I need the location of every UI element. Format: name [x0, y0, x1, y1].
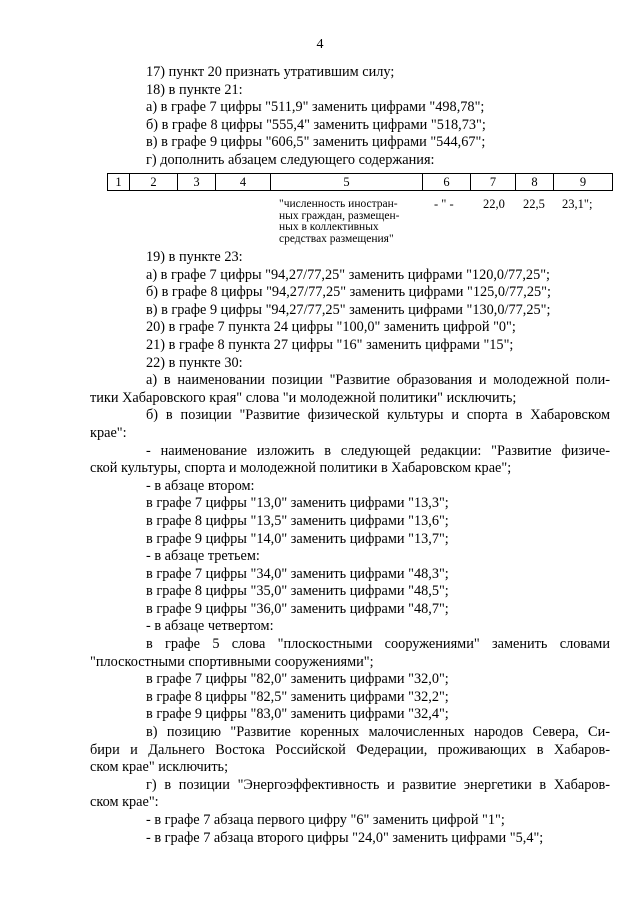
table-header-cell: 1	[108, 174, 130, 191]
text-line: в графе 7 цифры "13,0" заменить цифрами "13,3";	[146, 495, 449, 512]
text-line: в) в графе 9 цифры "94,27/77,25" заменить цифрами "130,0/77,25";	[146, 301, 551, 318]
text-line: в графе 9 цифры "36,0" заменить цифрами "48,7";	[146, 600, 449, 617]
text-line: а) в графе 7 цифры "94,27/77,25" заменить цифрами "120,0/77,25";	[146, 266, 551, 283]
text-line: "численность иностран-	[279, 198, 398, 210]
table-header-cell: 9	[554, 174, 613, 191]
text-line: в) позицию "Развитие коренных малочисленных народов Севера, Си-	[146, 724, 610, 741]
text-line: ской культуры, спорта и молодежной политики в Хабаровском крае";	[90, 460, 512, 477]
page-number: 4	[316, 37, 324, 52]
text-line: ных граждан, размещен-	[279, 209, 400, 222]
body-paragraphs	[90, 249, 610, 847]
text-line: 20) в графе 7 пункта 24 цифры "100,0" заменить цифрой "0";	[146, 319, 516, 336]
text-line: 21) в графе 8 пункта 27 цифры "16" заменить цифрами "15";	[146, 336, 514, 353]
text-line: 19) в пункте 23:	[146, 249, 243, 265]
text-line: - в абзаце четвертом:	[146, 618, 274, 635]
text-line: - в графе 7 абзаца первого цифру "6" заменить цифрой "1";	[146, 812, 505, 828]
table-header-cell: 5	[271, 174, 423, 191]
text-line: 18) в пункте 21:	[146, 81, 243, 98]
text-line: в графе 8 цифры "13,5" заменить цифрами "13,6";	[146, 512, 449, 529]
row-col6: - " -	[434, 197, 454, 211]
text-line: б) в позиции "Развитие физической культуры и спорта в Хабаровском	[146, 407, 610, 424]
row-col7: 22,0	[483, 197, 505, 211]
row-col8: 22,5	[523, 197, 545, 211]
text-line: в графе 7 цифры "34,0" заменить цифрами "48,3";	[146, 565, 449, 582]
text-line: ных в коллективных	[279, 221, 379, 233]
table-header-cell: 4	[216, 174, 271, 191]
text-line: в графе 9 цифры "83,0" заменить цифрами "32,4";	[146, 706, 449, 723]
top-paragraphs	[90, 64, 610, 170]
text-line: ском крае" исключить;	[90, 759, 229, 776]
text-line: г) дополнить абзацем следующего содержания:	[146, 151, 435, 168]
text-line: "плоскостными спортивными сооружениями";	[90, 653, 374, 670]
text-line: в графе 8 цифры "35,0" заменить цифрами "48,5";	[146, 583, 449, 600]
text-line: крае":	[90, 424, 127, 441]
text-line: в графе 5 слова "плоскостными сооружениями" заменить словами	[146, 636, 610, 653]
row-col9: 23,1";	[562, 197, 593, 211]
text-line: средствах размещения"	[279, 232, 394, 245]
text-line: тики Хабаровского края" слова "и молодежной политики" исключить;	[90, 389, 517, 406]
text-line: а) в графе 7 цифры "511,9" заменить цифрами "498,78";	[146, 99, 485, 116]
text-line: б) в графе 8 цифры "555,4" заменить цифрами "518,73";	[146, 116, 486, 133]
text-line: - в абзаце третьем:	[146, 548, 260, 565]
text-line: г) в позиции "Энергоэффективность и развитие энергетики в Хабаров-	[146, 776, 610, 793]
column-header-table	[107, 173, 613, 191]
text-line: бири и Дальнего Востока Российской Федерации, проживающих в Хабаров-	[90, 741, 610, 758]
table-header-cell: 7	[471, 174, 516, 191]
text-line: - в графе 7 абзаца второго цифры "24,0" заменить цифрами "5,4";	[146, 829, 544, 846]
table-row	[108, 174, 613, 191]
text-line: - наименование изложить в следующей редакции: "Развитие физиче-	[146, 442, 610, 459]
table-header-cell: 6	[423, 174, 471, 191]
table-header-cell: 3	[178, 174, 216, 191]
table-header-cell: 8	[516, 174, 554, 191]
table-header-cell: 2	[130, 174, 178, 191]
text-line: 22) в пункте 30:	[146, 354, 243, 371]
text-line: в графе 8 цифры "82,5" заменить цифрами "32,2";	[146, 688, 449, 705]
text-line: в графе 9 цифры "14,0" заменить цифрами "13,7";	[146, 530, 449, 547]
text-line: - в абзаце втором:	[146, 477, 255, 494]
text-line: в) в графе 9 цифры "606,5" заменить цифрами "544,67";	[146, 134, 486, 151]
text-line: а) в наименовании позиции "Развитие образования и молодежной поли-	[146, 372, 610, 389]
text-line: 17) пункт 20 признать утратившим силу;	[146, 64, 395, 80]
row-description	[279, 199, 429, 245]
text-line: в графе 7 цифры "82,0" заменить цифрами "32,0";	[146, 671, 449, 688]
text-line: ском крае":	[90, 794, 159, 811]
text-line: б) в графе 8 цифры "94,27/77,25" заменить цифрами "125,0/77,25";	[146, 284, 551, 301]
